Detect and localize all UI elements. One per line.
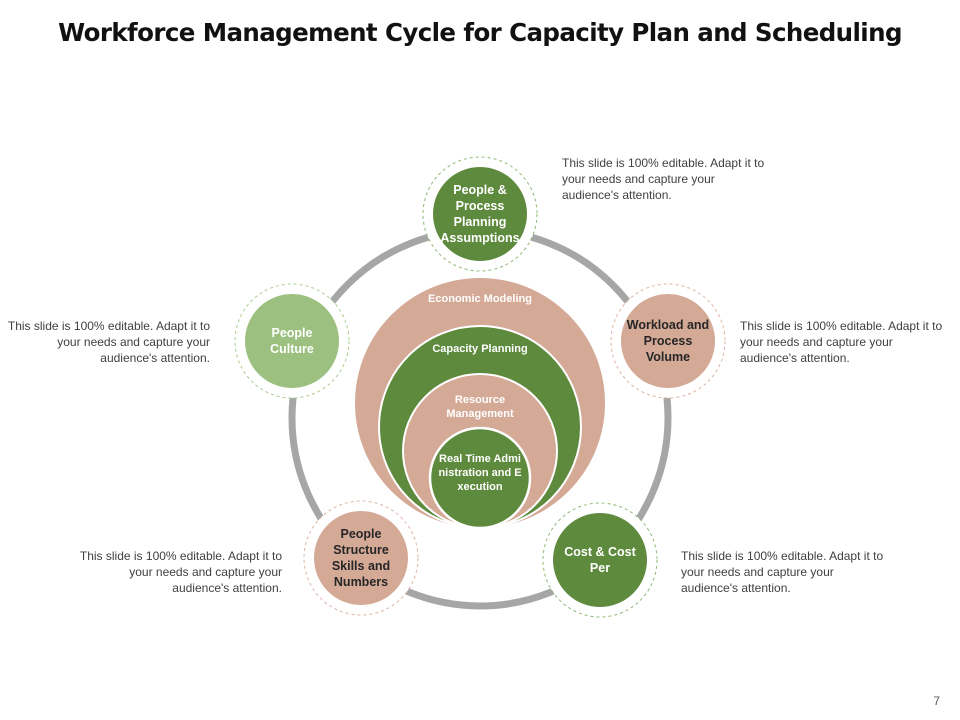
description-text: This slide is 100% editable. Adapt it to your needs and capture your audience's attention. (681, 549, 884, 595)
page-number: 7 (933, 694, 940, 708)
node-label-planning-assumptions: People & Process Planning Assumptions (440, 183, 520, 245)
slide-title: Workforce Management Cycle for Capacity Plan and Scheduling (58, 18, 902, 47)
description-text: This slide is 100% editable. Adapt it to your needs and capture your audience's attention. (79, 549, 282, 595)
core-label-resource-management: Resource Management (446, 394, 514, 420)
node-label-cost-per: Cost & Cost Per (564, 545, 636, 575)
core-label-economic-modeling: Economic Modeling (428, 293, 532, 305)
core-label-real-time-administration: Real Time Administration and Execution (438, 453, 522, 493)
node-label-people-structure: People Structure Skills and Numbers (331, 527, 391, 589)
description-text: This slide is 100% editable. Adapt it to your needs and capture your audience's attention. (7, 319, 210, 365)
description-text: This slide is 100% editable. Adapt it to your needs and capture your audience's attention. (562, 156, 765, 202)
core-label-capacity-planning: Capacity Planning (432, 343, 528, 355)
description-text: This slide is 100% editable. Adapt it to your needs and capture your audience's attention. (740, 319, 943, 365)
node-label-workload-volume: Workload and Process Volume (626, 318, 710, 364)
node-label-people-culture: People Culture (270, 326, 314, 356)
